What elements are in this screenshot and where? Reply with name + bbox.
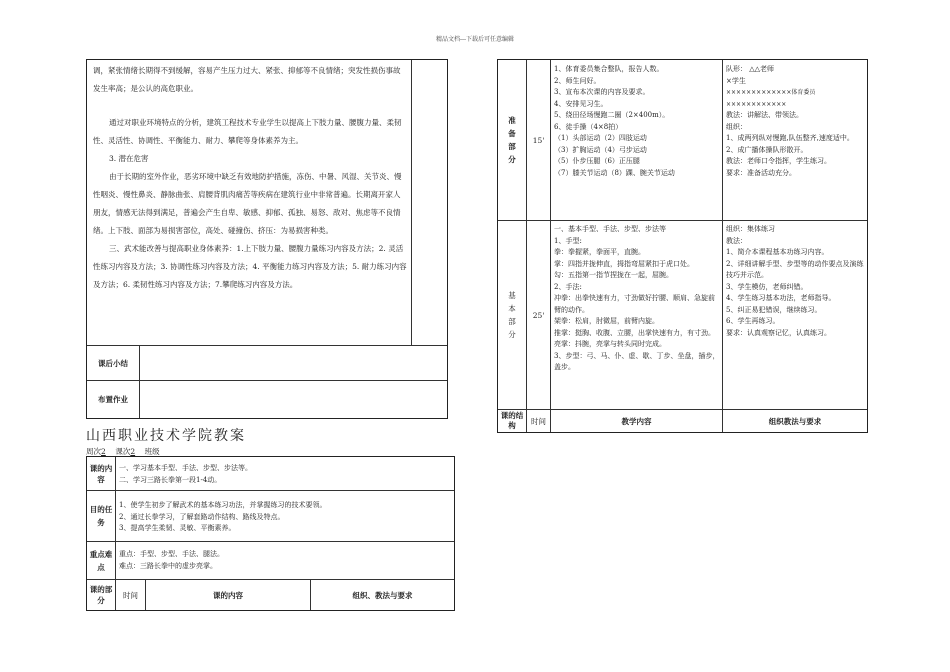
basic-label: 基本部分 xyxy=(508,291,516,339)
key-label: 重点难点 xyxy=(89,549,113,572)
prep-org-lines: 队形： △△老师 ×学生 ×××××××××××××体育委员 ×××××××××××× 教法：讲解法、带领法。 组织： 1、成两列纵对慢跑,队伍整齐,速度适中。 2、成广播体操队形散开。 教法：老师口令指挥，学生练习。 要求：准备活动充分。 xyxy=(726,65,854,177)
page-header: 精品文档---下载后可任意编辑 xyxy=(435,36,515,43)
method-label: 组织、教法与要求 xyxy=(352,590,413,600)
homework-label: 布置作业 xyxy=(98,395,128,404)
method-label-right: 组织教法与要求 xyxy=(768,416,822,426)
goal-lines: 1、使学生初步了解武术的基本练习功法，并掌握练习的技术要领。 2、通过长拳学习，了解套路动作结构、路线及特点。 3、提高学生柔韧、灵敏、平衡素养。 xyxy=(119,501,327,532)
basic-lines: 一、基本手型、手法、步型、步法等 1、手型: 拳：拳握紧，拳面平，直腕。 掌：四指并拢伸直，拇指弯屈紧扣于虎口处。 勾：五指第一指节捏拢在一起，屈腕。 2、手法: 冲拳：出拳快速有力，寸劲做好拧腰、顺肩、急旋前臂的动作。 架拳：松肩，肘微屈，前臂内旋。 推掌：挺胸、收腹、立腰，出掌快速有力，有寸劲。 亮掌：抖腕，亮掌与转头同时完成。 3、步型：弓、马、仆、虚、歇、丁步、坐盘，插步，盖步。 xyxy=(554,225,720,371)
notes-paragraph: 由于长期的室外作业，恶劣环境中缺乏有效地防护措施，冻伤、中暑、风湿、关节炎、慢性咽炎、慢性鼻炎、静脉曲张、肩腰背肌肉痛苦等疾病在建筑行业中非常普遍。长期离开家人朋友，情感无法得到满足，普遍会产生自卑、敏感、抑郁、孤独、易怒、敌对、焦虑等不良情绪。上下肢、面部为易损害部位，高处、碰撞伤、挤压：为易损害种类。 xyxy=(93,172,402,235)
prep-label: 准备部分 xyxy=(508,116,516,164)
lesson-plan-table xyxy=(86,456,455,611)
basic-time: 25' xyxy=(532,310,545,320)
prep-lines: 1、体育委员集合整队，报告人数。 2、师生问好。 3、宣布本次课的内容及要求。 4、安排见习生。 5、绕田径场慢跑二圈（2×400m）。 6、徒手操（4×8拍） （1）头部运动（2）四肢运动 （3）扩胸运动（4）弓步运动 （5）仆步压腿（6）正压腿 （7）膝关节运动（8）踝、腕关节运动 xyxy=(554,65,675,177)
key-lines: 重点：手型、步型、手法、腿法。 难点：三路长拳中的虚步亮掌。 xyxy=(119,550,224,570)
time-label-right: 时间 xyxy=(531,416,546,426)
notes-paragraph: 三、武术能改善与提高职业身体素养：1.上下肢力量、腰腹力量练习内容及方法；2. 灵活性练习内容及方法；3. 协调性练习内容及方法；4. 平衡能力练习内容及方法；5. 耐力练习内容及方法；6. 柔韧性练习内容及方法；7.攀爬练习内容及方法。 xyxy=(93,244,407,289)
left-top-table xyxy=(86,59,448,419)
basic-org-lines: 组织：集体练习 教法： 1、简介本课程基本功练习内容。 2、详细讲解手型、步型等的动作要点及演练技巧并示范。 3、学生模仿，老师纠错。 4、学生练习基本功法，老师指导。 5、纠正易犯错误，继续练习。 6、学生再练习。 要求：认真观察记忆，认真练习。 xyxy=(726,225,864,337)
content-lines: 一、学习基本手型、手法、步型、步法等。 二、学习三路长拳第一段1-4动。 xyxy=(119,464,252,484)
summary-label: 课后小结 xyxy=(98,358,128,368)
struct-label-right: 课的结构 xyxy=(500,411,524,430)
notes-body xyxy=(93,62,407,294)
right-lesson-table xyxy=(497,59,868,433)
notes-paragraph: 通过对职业环境特点的分析，建筑工程技术专业学生以提高上下肢力量、腰腹力量、柔韧性、灵活性、协调性、平衡能力、耐力、攀爬等身体素养为主。 xyxy=(93,118,402,145)
content-label: 课的内容 xyxy=(89,463,113,484)
struct-label: 课的部分 xyxy=(89,585,113,605)
notes-paragraph: 调，紧张情绪长期得不到缓解，容易产生压力过大、紧张、抑郁等不良情绪；突发性损伤事故发生率高；是公认的高危职业。 xyxy=(93,66,401,93)
time-label: 时间 xyxy=(123,590,138,600)
lesson-content-label: 课的内容 xyxy=(213,590,243,600)
content-label-right: 教学内容 xyxy=(621,416,652,426)
prep-time: 15' xyxy=(532,135,545,145)
week-line: 周次2 课次2 班级 xyxy=(86,447,160,456)
notes-subheading: 3. 潜在危害 xyxy=(109,154,149,163)
goal-label: 目的任务 xyxy=(89,505,113,527)
school-title: 山西职业技术学院教案 xyxy=(86,428,246,444)
